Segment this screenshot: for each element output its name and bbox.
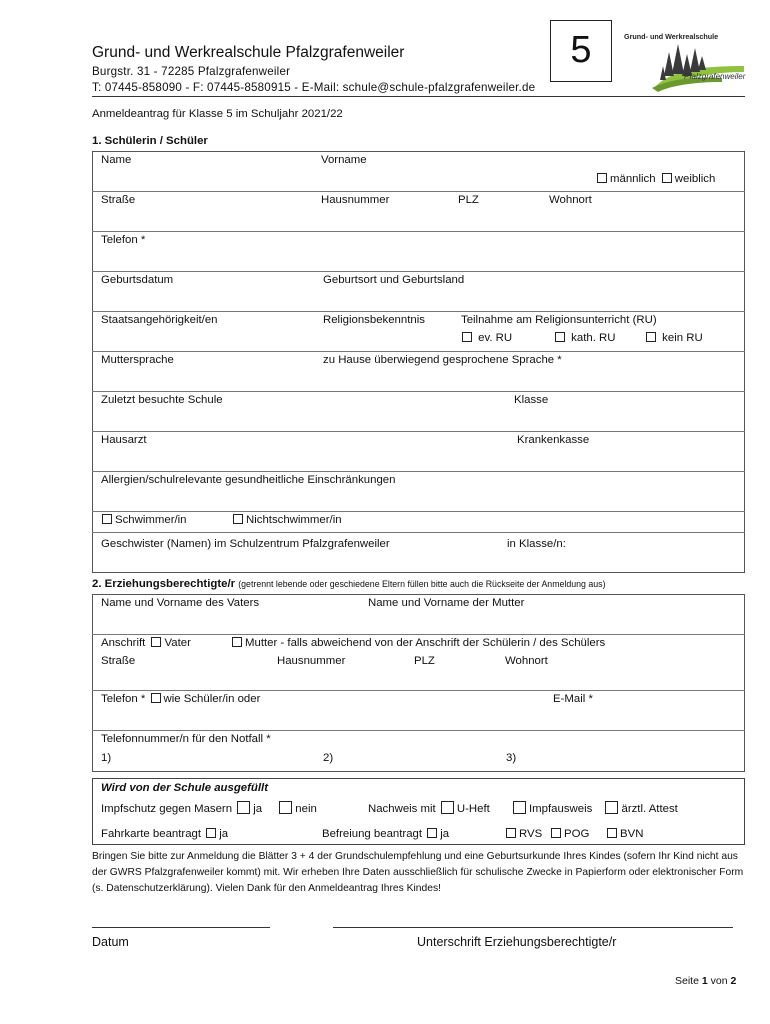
- telefon-row: [101, 693, 260, 705]
- label-strasse-2: Straße: [101, 655, 136, 667]
- label-notfall: Telefonnummer/n für den Notfall *: [101, 733, 271, 745]
- label-plz-2: PLZ: [414, 655, 435, 667]
- school-contact: T: 07445-858090 - F: 07445-8580915 - E-Mail: schule@schule-pfalzgrafenweiler.de: [92, 81, 536, 94]
- grade-box: 5: [550, 20, 612, 82]
- label-vater-name: Name und Vorname des Vaters: [101, 597, 260, 609]
- label-geburtsort: Geburtsort und Geburtsland: [323, 274, 465, 286]
- label-rvs: RVS: [519, 828, 543, 840]
- school-logo: [622, 26, 752, 96]
- notfall-2: 2): [323, 752, 334, 764]
- kath-ru-checkbox[interactable]: [555, 332, 565, 342]
- rvs-option: [506, 828, 542, 840]
- impfschutz-row: [101, 801, 317, 815]
- notfall-3: 3): [506, 752, 517, 764]
- fahrkarte-row: [101, 828, 228, 840]
- notfall-1: 1): [101, 752, 112, 764]
- weiblich-checkbox[interactable]: [662, 173, 672, 183]
- label-vorname: Vorname: [321, 154, 367, 166]
- bvn-checkbox[interactable]: [607, 828, 617, 838]
- label-befreiung-ja: ja: [440, 828, 450, 840]
- label-telefon-2: Telefon *: [101, 693, 146, 705]
- label-telefon: Telefon *: [101, 234, 146, 246]
- section2-note: (getrennt lebende oder geschiedene Eltern füllen bitte auch die Rückseite der Anmeldung aus): [238, 579, 606, 589]
- rvs-checkbox[interactable]: [506, 828, 516, 838]
- schwimmer-option: [102, 514, 187, 526]
- label-hausnummer: Hausnummer: [321, 194, 390, 206]
- label-wohnort-2: Wohnort: [505, 655, 548, 667]
- footer-note: Bringen Sie bitte zur Anmeldung die Blätter 3 + 4 der Grundschulempfehlung und eine Geburtsurkunde Ihres Kindes (sofern Ihr Kind nicht aus der GWRS Pfalzgrafenweiler kommt) mit. Wir erheben Ihre Daten ausschließlich für schulische Zwecke in Papierform oder elektronischer Form (s. Datenschutzerklärung). Vielen Dank für den Anmeldeantrag Ihres Kindes!: [92, 851, 744, 894]
- label-nachweis: Nachweis mit: [368, 803, 436, 815]
- form-title: Anmeldeantrag für Klasse 5 im Schuljahr 2021/22: [92, 108, 343, 120]
- label-impfschutz: Impfschutz gegen Masern: [101, 803, 233, 815]
- label-anschrift: Anschrift: [101, 637, 146, 649]
- kein-ru-checkbox[interactable]: [646, 332, 656, 342]
- label-fahrkarte: Fahrkarte beantragt: [101, 828, 202, 840]
- label-krankenkasse: Krankenkasse: [517, 434, 590, 446]
- signature-line: [333, 927, 733, 928]
- page-total: 2: [730, 975, 737, 987]
- impfschutz-ja-checkbox[interactable]: [237, 801, 250, 814]
- label-uheft: U-Heft: [456, 803, 490, 815]
- label-plz: PLZ: [458, 194, 479, 206]
- label-hausnummer-2: Hausnummer: [277, 655, 346, 667]
- label-allergien: Allergien/schulrelevante gesundheitliche Einschränkungen: [101, 474, 396, 486]
- nichtschwimmer-checkbox[interactable]: [233, 514, 243, 524]
- impfschutz-nein-checkbox[interactable]: [279, 801, 292, 814]
- label-datum: Datum: [92, 935, 129, 949]
- befreiung-ja-checkbox[interactable]: [427, 828, 437, 838]
- label-zu-hause: zu Hause überwiegend gesprochene Sprache *: [323, 354, 562, 366]
- attest-checkbox[interactable]: [605, 801, 618, 814]
- kath-ru-option: [555, 332, 615, 344]
- label-impfschutz-ja: ja: [253, 803, 263, 815]
- label-in-klasse: in Klasse/n:: [507, 538, 566, 550]
- ev-ru-option: [462, 332, 512, 344]
- wie-schueler-checkbox[interactable]: [151, 693, 161, 703]
- label-pog: POG: [564, 828, 590, 840]
- page-prefix: Seite: [675, 975, 699, 987]
- pog-checkbox[interactable]: [551, 828, 561, 838]
- label-nichtschwimmer: Nichtschwimmer/in: [246, 514, 342, 526]
- logo-title: Grund- und Werkrealschule: [624, 32, 719, 41]
- label-staatsangehoerigkeit: Staatsangehörigkeit/en: [101, 314, 218, 326]
- bvn-option: [607, 828, 643, 840]
- maennlich-checkbox[interactable]: [597, 173, 607, 183]
- label-impfschutz-nein: nein: [295, 803, 317, 815]
- schwimmer-checkbox[interactable]: [102, 514, 112, 524]
- page-current: 1: [701, 975, 708, 987]
- gender-options: [597, 173, 715, 185]
- nichtschwimmer-option: [233, 514, 342, 526]
- label-ev-ru: ev. RU: [478, 332, 513, 344]
- section2-box: [92, 594, 745, 772]
- label-kath-ru: kath. RU: [571, 332, 616, 344]
- label-mutter-name: Name und Vorname der Mutter: [368, 597, 525, 609]
- label-teilnahme-ru: Teilnahme am Religionsunterricht (RU): [461, 314, 657, 326]
- label-geschwister: Geschwister (Namen) im Schulzentrum Pfalzgrafenweiler: [101, 538, 390, 550]
- mutter-checkbox[interactable]: [232, 637, 242, 647]
- label-mutter-abweichend: Mutter - falls abweichend von der Anschrift der Schülerin / des Schülers: [245, 637, 606, 649]
- mutter-abweichend-option: [232, 637, 605, 649]
- label-befreiung: Befreiung beantragt: [322, 828, 423, 840]
- label-wohnort: Wohnort: [549, 194, 592, 206]
- label-wie-schueler: wie Schüler/in oder: [163, 693, 261, 705]
- anschrift-row: [101, 637, 191, 649]
- ev-ru-checkbox[interactable]: [462, 332, 472, 342]
- label-vater: Vater: [164, 637, 191, 649]
- label-hausarzt: Hausarzt: [101, 434, 147, 446]
- pog-option: [551, 828, 589, 840]
- befreiung-row: [322, 828, 449, 840]
- nachweis-row: [368, 801, 678, 815]
- label-strasse: Straße: [101, 194, 136, 206]
- school-box-title: Wird von der Schule ausgefüllt: [101, 782, 268, 794]
- logo-subtitle: Pfalzgrafenweiler: [684, 72, 746, 81]
- page-sep: von: [710, 975, 728, 987]
- label-klasse: Klasse: [514, 394, 549, 406]
- label-zuletzt-schule: Zuletzt besuchte Schule: [101, 394, 223, 406]
- school-address: Burgstr. 31 - 72285 Pfalzgrafenweiler: [92, 65, 291, 78]
- uheft-checkbox[interactable]: [441, 801, 454, 814]
- label-religion: Religionsbekenntnis: [323, 314, 425, 326]
- label-impfausweis: Impfausweis: [529, 803, 593, 815]
- label-maennlich: männlich: [610, 173, 656, 185]
- date-line: [92, 927, 270, 928]
- label-kein-ru: kein RU: [662, 332, 703, 344]
- section2-heading: [92, 578, 606, 590]
- impfausweis-checkbox[interactable]: [513, 801, 526, 814]
- fahrkarte-ja-checkbox[interactable]: [206, 828, 216, 838]
- section2-title: 2. Erziehungsberechtigte/r: [92, 578, 236, 590]
- page-number: [675, 975, 736, 987]
- label-unterschrift: Unterschrift Erziehungsberechtigte/r: [417, 935, 617, 949]
- label-name: Name: [101, 154, 132, 166]
- vater-checkbox[interactable]: [151, 637, 161, 647]
- label-muttersprache: Muttersprache: [101, 354, 174, 366]
- trees-icon: [622, 26, 752, 96]
- header-divider: [92, 96, 745, 97]
- label-weiblich: weiblich: [674, 173, 716, 185]
- kein-ru-option: [646, 332, 703, 344]
- label-bvn: BVN: [620, 828, 644, 840]
- label-geburtsdatum: Geburtsdatum: [101, 274, 174, 286]
- label-email: E-Mail *: [553, 693, 593, 705]
- label-attest: ärztl. Attest: [621, 803, 678, 815]
- school-name: Grund- und Werkrealschule Pfalzgrafenweiler: [92, 44, 405, 61]
- label-fahrkarte-ja: ja: [219, 828, 229, 840]
- section1-title: 1. Schülerin / Schüler: [92, 135, 208, 147]
- label-schwimmer: Schwimmer/in: [115, 514, 187, 526]
